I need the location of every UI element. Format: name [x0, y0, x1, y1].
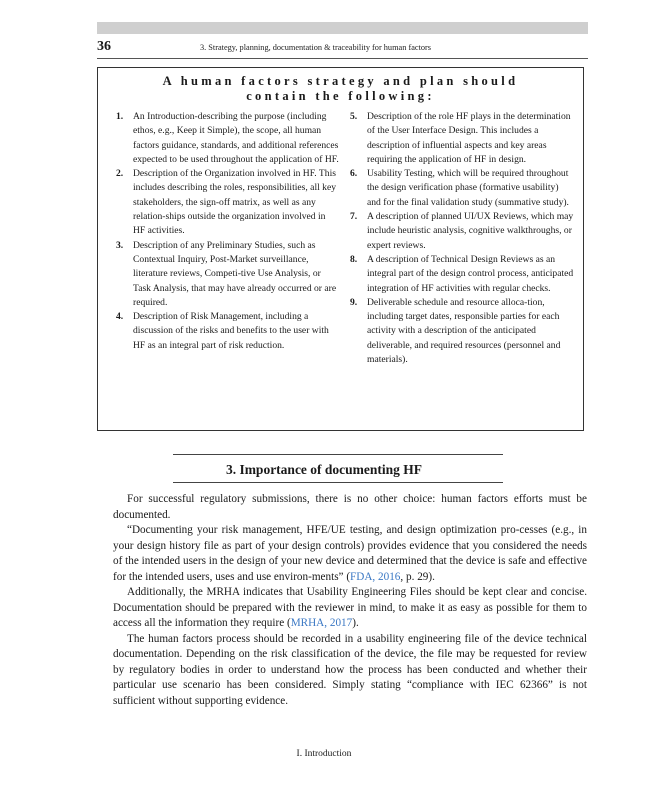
citation-link-fda[interactable]: FDA, 2016: [350, 570, 401, 583]
body-text: [113, 492, 587, 709]
item-number: 8.: [350, 253, 358, 265]
paragraph-tail: , p. 29).: [400, 570, 435, 583]
list-item: [348, 296, 574, 367]
section-heading: 3. Importance of documenting HF: [225, 462, 423, 477]
item-text: Usability Testing, which will be required throughout the design verification phase (formative usability) and for the final validation study (summative study).: [367, 168, 569, 208]
section-rule-top: [173, 454, 503, 455]
page-footer: I. Introduction: [296, 749, 352, 759]
citation-link-mrha[interactable]: MRHA, 2017: [290, 617, 353, 629]
list-item: [114, 110, 340, 167]
strategy-box: [97, 67, 584, 431]
item-number: 9.: [350, 296, 358, 308]
item-text: A description of Technical Design Reviews as an integral part of the design control process, anticipated integration of HF activities with regular checks.: [367, 253, 574, 294]
header-rule: [97, 58, 588, 59]
box-title-line1: A human factors strategy and plan should: [162, 74, 519, 88]
item-text: A description of planned UI/UX Reviews, which may include heuristic analysis, cognitive walkthroughs, or expert reviews.: [367, 211, 574, 251]
box-title: [98, 74, 583, 104]
box-title-line2: contain the following:: [246, 89, 435, 103]
paragraph-tail: ).: [352, 617, 359, 629]
list-item: [348, 167, 574, 210]
item-text: Deliverable schedule and resource alloca-tion, including target dates, responsible parties for each activity with a description of the anticipated deliverable, and required resources (personnel and materials).: [367, 296, 561, 366]
item-text: Description of any Preliminary Studies, such as Contextual Inquiry, Post-Market surveillance, literature reviews, Competi-tive Use Analysis, or Task Analysis, that may have already occurred or are required.: [133, 239, 337, 308]
list-item: [114, 310, 340, 353]
list-item: [348, 110, 574, 167]
box-column-left: [114, 110, 340, 353]
box-column-right: [348, 110, 574, 367]
paragraph-text: “Documenting your risk management, HFE/UE testing, and design optimization pro-cesses (e.g., in your design history file as part of your design controls) provides evidence that you considered the needs of the intended users in the design of your new device and determined that the device is safe and effective for the intended users, uses and use environ-ments” (: [113, 524, 587, 583]
item-number: 4.: [116, 311, 124, 323]
section-rule-bottom: [173, 482, 503, 483]
item-text: Description of the Organization involved in HF. This includes describing the roles, responsibilities, all key stakeholders, the sign-off matrix, as well as any relation-ships outside the organization involved in HF activities.: [133, 168, 337, 237]
item-text: Description of Risk Management, including a discussion of the risks and benefits to the user with HF as an integral part of risk reduction.: [133, 311, 329, 351]
item-number: 6.: [350, 168, 358, 180]
item-number: 2.: [116, 168, 124, 180]
header-bar: [97, 22, 588, 34]
item-number: 5.: [350, 111, 358, 122]
list-item: [348, 210, 574, 253]
page-number: 36: [97, 39, 111, 54]
list-item: [114, 167, 340, 238]
list-item: [348, 253, 574, 296]
paragraph: [113, 585, 587, 632]
running-head: 3. Strategy, planning, documentation & traceability for human factors: [200, 43, 432, 52]
paragraph: [113, 523, 587, 585]
item-number: 3.: [116, 239, 124, 251]
paragraph-text: Additionally, the MRHA indicates that Usability Engineering Files should be kept clear and concise. Documentation should be prepared with the reviewer in mind, to make it as easy as possible for them to access all the information they require (: [113, 586, 587, 629]
paragraph: The human factors process should be recorded in a usability engineering file of the device technical documentation. Depending on the risk classification of the device, the file may be requested for review by regulatory bodies in order to understand how the process has been conducted and whether their particular use scenario has been considered. Simply stating “compliance with IEC 62366” is not sufficient without supporting evidence.: [113, 632, 587, 707]
paragraph: For successful regulatory submissions, there is no other choice: human factors efforts must be documented.: [113, 493, 587, 521]
item-text: An Introduction-describing the purpose (including ethos, e.g., Keep it Simple), the scope, all human factors guidance, standards, and additional references expected to be used throughout the application of HF.: [133, 111, 339, 165]
item-number: 1.: [116, 111, 124, 122]
list-item: [114, 239, 340, 310]
item-number: 7.: [350, 211, 358, 223]
item-text: Description of the role HF plays in the determination of the User Interface Design. This includes a description of influential aspects and key areas requiring the application of HF in design.: [367, 111, 571, 165]
